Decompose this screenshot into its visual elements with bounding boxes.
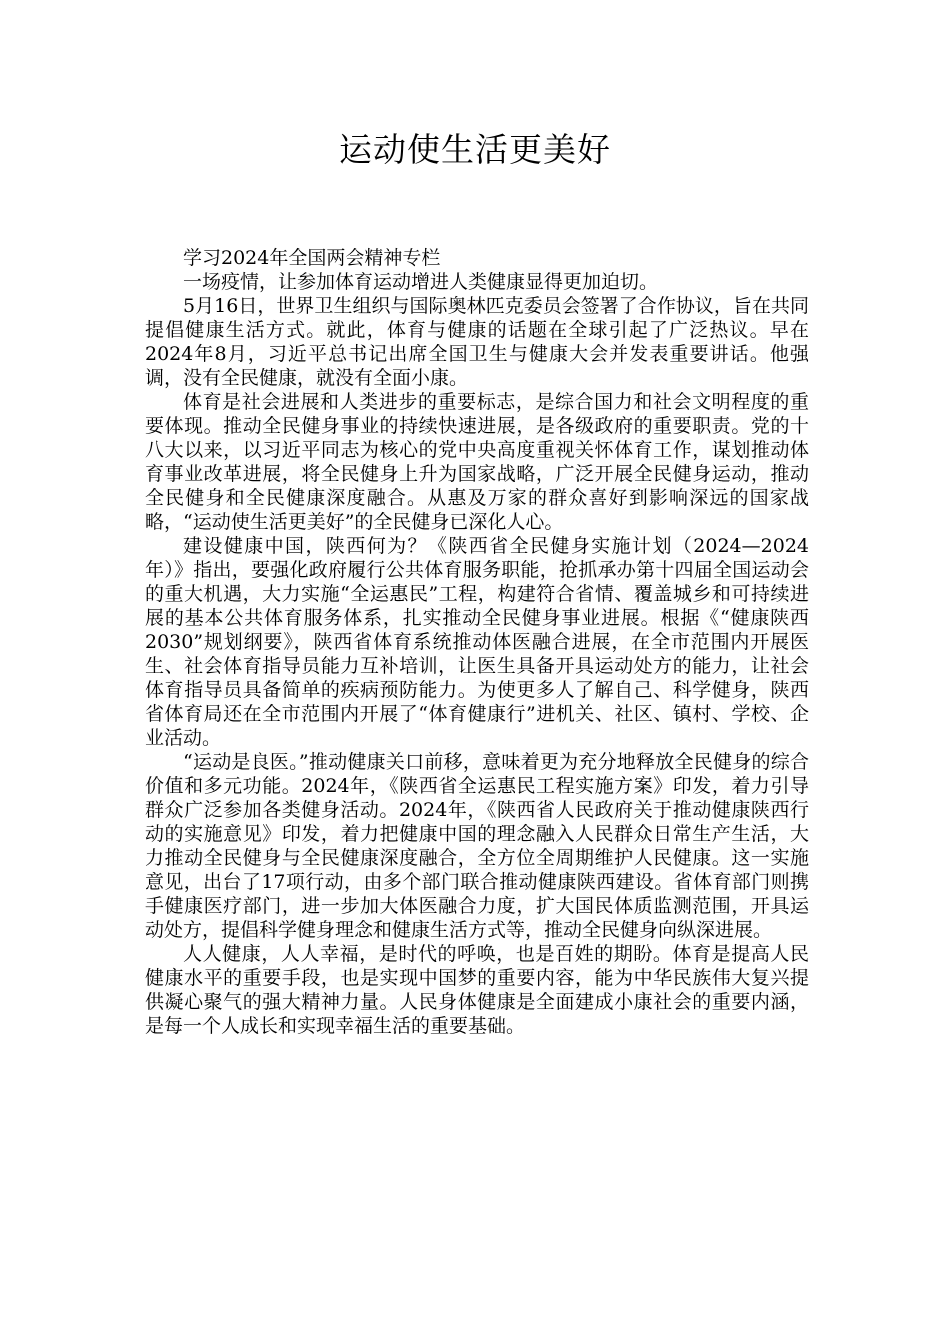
paragraph: 体育是社会进展和人类进步的重要标志，是综合国力和社会文明程度的重要体现。推动全民健身事业的持续快速进展，是各级政府的重要职责。党的十八大以来，以习近平同志为核心的党中央高度重视关怀体育工作，谋划推动体育事业改革进展，将全民健身上升为国家战略，广泛开展全民健身运动，推动全民健身和全民健康深度融合。从惠及万家的群众喜好到影响深远的国家战略，“运动使生活更美好”的全民健身已深化人心。 [145,391,809,533]
document-body [145,246,809,1038]
document-title: 运动使生活更美好 [339,130,611,169]
paragraph: 建设健康中国，陕西何为？《陕西省全民健身实施计划（2024—2024年）》指出，要强化政府履行公共体育服务职能，抢抓承办第十四届全国运动会的重大机遇，大力实施“全运惠民”工程，构建符合省情、覆盖城乡和可持续进展的基本公共体育服务体系，扎实推动全民健身事业进展。根据《“健康陕西2030”规划纲要》，陕西省体育系统推动体医融合进展，在全市范围内开展医生、社会体育指导员能力互补培训，让医生具备开具运动处方的能力，让社会体育指导员具备简单的疾病预防能力。为使更多人了解自己、科学健身，陕西省体育局还在全市范围内开展了“体育健康行”进机关、社区、镇村、学校、企业活动。 [145,535,809,749]
paragraph: 5月16日，世界卫生组织与国际奥林匹克委员会签署了合作协议，旨在共同提倡健康生活方式。就此，体育与健康的话题在全球引起了广泛热议。早在2024年8月，习近平总书记出席全国卫生与健康大会并发表重要讲话。他强调，没有全民健康，就没有全面小康。 [145,295,809,389]
paragraph: 人人健康，人人幸福，是时代的呼唤，也是百姓的期盼。体育是提高人民健康水平的重要手段，也是实现中国梦的重要内容，能为中华民族伟大复兴提供凝心聚气的强大精神力量。人民身体健康是全面建成小康社会的重要内涵，是每一个人成长和实现幸福生活的重要基础。 [145,943,809,1037]
paragraph: 一场疫情，让参加体育运动增进人类健康显得更加迫切。 [183,271,659,293]
column-label: 学习2024年全国两会精神专栏 [183,247,441,269]
paragraph: “运动是良医。”推动健康关口前移，意味着更为充分地释放全民健身的综合价值和多元功能。2024年，《陕西省全运惠民工程实施方案》印发，着力引导群众广泛参加各类健身活动。2024年，《陕西省人民政府关于推动健康陕西行动的实施意见》印发，着力把健康中国的理念融入人民群众日常生产生活，大力推动全民健身与全民健康深度融合，全方位全周期维护人民健康。这一实施意见，出台了17项行动，由多个部门联合推动健康陕西建设。省体育部门则携手健康医疗部门，进一步加大体医融合力度，扩大国民体质监测范围，开具运动处方，提倡科学健身理念和健康生活方式等，推动全民健身向纵深进展。 [145,751,809,941]
